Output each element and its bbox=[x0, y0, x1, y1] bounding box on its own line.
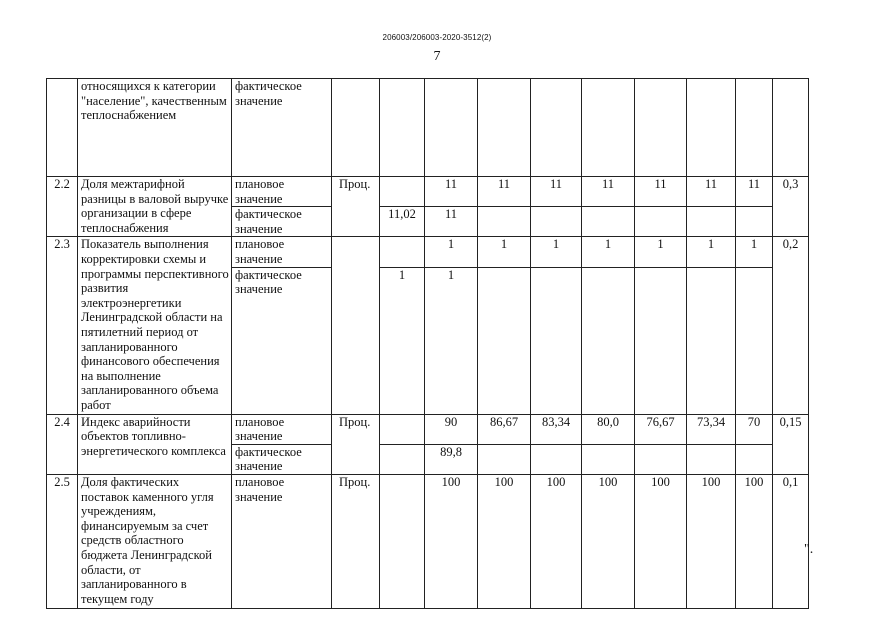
indicator-name: Доля межтарифной разницы в валовой выручке организации в сфере теплоснабжения bbox=[78, 177, 232, 237]
plan-value: 83,34 bbox=[531, 414, 582, 444]
plan-value: 86,67 bbox=[478, 414, 531, 444]
plan-value: 80,0 bbox=[582, 414, 635, 444]
plan-value: 73,34 bbox=[687, 414, 736, 444]
row-number: 2.5 bbox=[47, 474, 78, 608]
plan-value: 76,67 bbox=[635, 414, 687, 444]
indicators-table bbox=[46, 78, 809, 609]
plan-value: 1 bbox=[582, 237, 635, 267]
weight-value: 0,15 bbox=[773, 414, 809, 474]
fact-value: 1 bbox=[425, 267, 478, 414]
plan-value: 100 bbox=[531, 474, 582, 608]
value-type-label: фактическое значение bbox=[232, 79, 332, 177]
row-number: 2.2 bbox=[47, 177, 78, 237]
plan-value: 11 bbox=[531, 177, 582, 207]
indicator-name: Доля фактических поставок каменного угля учреждениям, финансируемым за счет средств областного бюджета Ленинградской области, от запланированного в текущем году bbox=[78, 474, 232, 608]
value-type-label: плановое значение bbox=[232, 474, 332, 608]
plan-value: 1 bbox=[531, 237, 582, 267]
table-row bbox=[47, 237, 809, 267]
value-type-label: плановое значение bbox=[232, 177, 332, 207]
weight-value: 0,2 bbox=[773, 237, 809, 414]
page-number: 7 bbox=[433, 49, 441, 64]
row-number: 2.3 bbox=[47, 237, 78, 414]
plan-value: 1 bbox=[478, 237, 531, 267]
value-type-label: фактическое значение bbox=[232, 444, 332, 474]
closing-quote-mark: ". bbox=[804, 542, 814, 557]
plan-value: 11 bbox=[425, 177, 478, 207]
table-row bbox=[47, 79, 809, 177]
value-type-label: плановое значение bbox=[232, 237, 332, 267]
plan-value: 100 bbox=[736, 474, 773, 608]
unit-cell: Проц. bbox=[332, 414, 380, 474]
fact-value: 89,8 bbox=[425, 444, 478, 474]
indicator-name: относящихся к категории "население", качественным теплоснабжением bbox=[78, 79, 232, 177]
value-type-label: плановое значение bbox=[232, 414, 332, 444]
value-type-label: фактическое значение bbox=[232, 207, 332, 237]
row-number: 2.4 bbox=[47, 414, 78, 474]
plan-value: 100 bbox=[425, 474, 478, 608]
table-row bbox=[47, 474, 809, 608]
plan-value: 100 bbox=[582, 474, 635, 608]
row-number bbox=[47, 79, 78, 177]
weight-value: 0,3 bbox=[773, 177, 809, 237]
plan-value: 11 bbox=[635, 177, 687, 207]
plan-value: 1 bbox=[635, 237, 687, 267]
plan-value: 11 bbox=[582, 177, 635, 207]
plan-value: 11 bbox=[478, 177, 531, 207]
plan-value: 11 bbox=[687, 177, 736, 207]
plan-value: 1 bbox=[687, 237, 736, 267]
indicator-name: Показатель выполнения корректировки схемы и программы перспективного развития электроэнергетики Ленинградской области на пятилетний период от запланированного финансового обеспечения на выполнение запланированного объема работ bbox=[78, 237, 232, 414]
value-type-label: фактическое значение bbox=[232, 267, 332, 414]
fact-value: 11 bbox=[425, 207, 478, 237]
plan-value: 100 bbox=[478, 474, 531, 608]
weight-value: 0,1 bbox=[773, 474, 809, 608]
base-fact-value: 1 bbox=[380, 267, 425, 414]
plan-value: 1 bbox=[425, 237, 478, 267]
plan-value: 70 bbox=[736, 414, 773, 444]
plan-value: 100 bbox=[687, 474, 736, 608]
plan-value: 11 bbox=[736, 177, 773, 207]
plan-value: 1 bbox=[736, 237, 773, 267]
table-row bbox=[47, 414, 809, 444]
unit-cell: Проц. bbox=[332, 474, 380, 608]
base-fact-value: 11,02 bbox=[380, 207, 425, 237]
table-row bbox=[47, 177, 809, 207]
unit-cell: Проц. bbox=[332, 177, 380, 237]
indicator-name: Индекс аварийности объектов топливно-энергетического комплекса bbox=[78, 414, 232, 474]
plan-value: 90 bbox=[425, 414, 478, 444]
document-id: 206003/206003-2020-3512(2) bbox=[382, 33, 492, 42]
unit-cell bbox=[332, 237, 380, 414]
plan-value: 100 bbox=[635, 474, 687, 608]
